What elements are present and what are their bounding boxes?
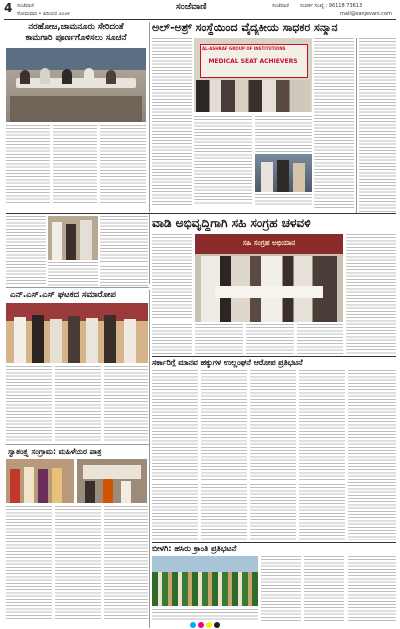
masthead-logo: ಸಂಜೆವಾಣಿ [176, 2, 207, 12]
masthead-right-contact: ಸಂಪರ್ಕ ಸಂಖ್ಯೆ : 96118 73613 [300, 3, 363, 9]
masthead-left-line: ಸಂಜೆವಾಣಿ [17, 3, 34, 9]
headline-top-left: ನರಹೋಜ,ಜಾಮನೂರು ಸೇರಿದಂತೆ ಕಾಮಗಾರಿ ಪೂರ್ಣಗೊಳಿಸಲು ಸೂಚನೆ [25, 22, 127, 43]
headline-bottom-center: ಬೀಳಗಿ: ಹಸಿರು ಕ್ರಾಂತಿ ಪ್ರತಿಭಟನೆ [152, 544, 237, 553]
campaign-banner-text: ಸಹಿ ಸಂಗ್ರಹ ಅಭಿಯಾನ [242, 239, 296, 247]
achievers-banner-photo [194, 38, 312, 112]
reg-mark [214, 622, 220, 628]
nss-ceremony-photo [6, 303, 148, 363]
certificate-photo [255, 154, 312, 192]
ceremony-photo-small [48, 216, 98, 260]
headline-left-bottom: ಸ್ವಾತಂತ್ರ್ಯ ಸಂಗ್ರಾಮ: ಮಹಿಳೆಯರ ಪಾತ್ರ [8, 447, 102, 456]
banner-title: AL-ASHRAF GROUP OF INSTITUTIONS [202, 46, 286, 51]
headline-top-right: ಅಲ್-ಅಶ್ರ್ ಸಂಸ್ಥೆಯಿಂದ ವೈದ್ಯಕೀಯ ಸಾಧಕರ ಸನ್ಮಾನ [152, 21, 338, 34]
headline-center-wide: ಸರ್ಕಾರಿಗ್ಗೆ ಮಾನವ ಹಕ್ಕುಗಳ ಉಲ್ಲಂಘನೆ ಆರೋಪ ಪ್ರತಿಭಟನೆ [152, 358, 303, 367]
registration-marks [190, 622, 220, 628]
protest-crowd-photo [152, 556, 258, 606]
banner-subtitle: MEDICAL SEAT ACHIEVERS [208, 58, 298, 65]
women-event-photo [6, 459, 74, 503]
reg-mark [198, 622, 204, 628]
page-number: 4 [4, 1, 13, 15]
women-event-photo-2 [77, 459, 147, 503]
meeting-photo [6, 48, 146, 122]
headline-mid-wide: ವಾಡಿ ಅಭಿವೃದ್ಧಿಗಾಗಿ ಸಹಿ ಸಂಗ್ರಹ ಚಳವಳಿ [152, 216, 311, 230]
reg-mark [190, 622, 196, 628]
headline-left-small: ಎನ್.ಎಸ್.ಎಸ್ ಘಟಕದ ಸಮಾರೋಪ [10, 290, 116, 300]
masthead-right-email: mail@sanjevani.com [340, 11, 392, 17]
signature-campaign-photo [195, 234, 343, 322]
masthead [0, 0, 400, 20]
masthead-right-line: ಸಂಜೆವಾಣಿ [272, 3, 289, 9]
reg-mark [206, 622, 212, 628]
masthead-left-date: ಸೋಮವಾರ • ಹಿರಿಯರ ೨೦೨೪ [17, 11, 70, 17]
